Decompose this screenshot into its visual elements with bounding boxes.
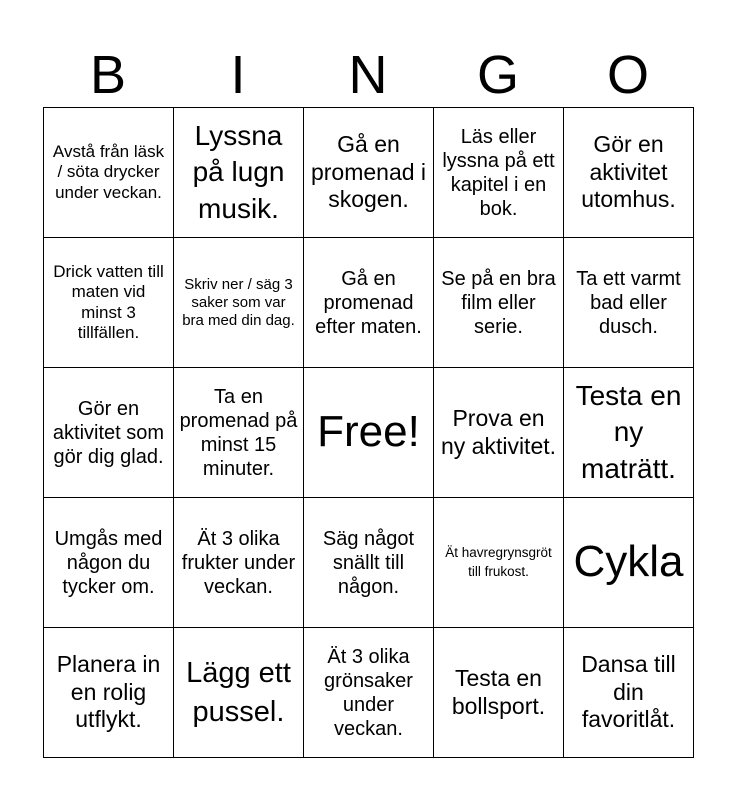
bingo-cell[interactable]: Se på en bra film eller serie. <box>434 238 564 368</box>
bingo-cell[interactable]: Ät 3 olika frukter under veckan. <box>174 498 304 628</box>
bingo-cell[interactable]: Gå en promenad efter maten. <box>304 238 434 368</box>
bingo-cell[interactable]: Läs eller lyssna på ett kapitel i en bok. <box>434 108 564 238</box>
bingo-cell[interactable]: Skriv ner / säg 3 saker som var bra med din dag. <box>174 238 304 368</box>
bingo-cell[interactable]: Gör en aktivitet utomhus. <box>564 108 694 238</box>
bingo-cell[interactable]: Ta en promenad på minst 15 minuter. <box>174 368 304 498</box>
bingo-cell[interactable]: Drick vatten till maten vid minst 3 tillfällen. <box>44 238 174 368</box>
header-letter-o: O <box>606 45 649 105</box>
bingo-cell[interactable]: Umgås med någon du tycker om. <box>44 498 174 628</box>
bingo-cell[interactable]: Testa en bollsport. <box>434 628 564 758</box>
bingo-cell[interactable]: Cykla <box>564 498 694 628</box>
bingo-cell[interactable]: Gå en promenad i skogen. <box>304 108 434 238</box>
bingo-cell[interactable]: Lägg ett pussel. <box>174 628 304 758</box>
bingo-cell[interactable]: Säg något snällt till någon. <box>304 498 434 628</box>
bingo-cell[interactable]: Lyssna på lugn musik. <box>174 108 304 238</box>
bingo-header <box>43 44 693 106</box>
bingo-cell[interactable]: Prova en ny aktivitet. <box>434 368 564 498</box>
header-letter-i: I <box>230 45 246 105</box>
free-space[interactable]: Free! <box>304 368 434 498</box>
bingo-cell[interactable]: Dansa till din favoritlåt. <box>564 628 694 758</box>
bingo-board <box>43 107 694 758</box>
bingo-cell[interactable]: Ät 3 olika grönsaker under veckan. <box>304 628 434 758</box>
bingo-cell[interactable]: Gör en aktivitet som gör dig glad. <box>44 368 174 498</box>
bingo-cell[interactable]: Ta ett varmt bad eller dusch. <box>564 238 694 368</box>
header-letter-g: G <box>476 45 519 105</box>
header-letter-n: N <box>348 45 388 105</box>
bingo-cell[interactable]: Ät havregrynsgröt till frukost. <box>434 498 564 628</box>
bingo-cell[interactable]: Avstå från läsk / söta drycker under veckan. <box>44 108 174 238</box>
bingo-cell[interactable]: Planera in en rolig utflykt. <box>44 628 174 758</box>
header-letter-b: B <box>89 45 127 105</box>
bingo-cell[interactable]: Testa en ny maträtt. <box>564 368 694 498</box>
